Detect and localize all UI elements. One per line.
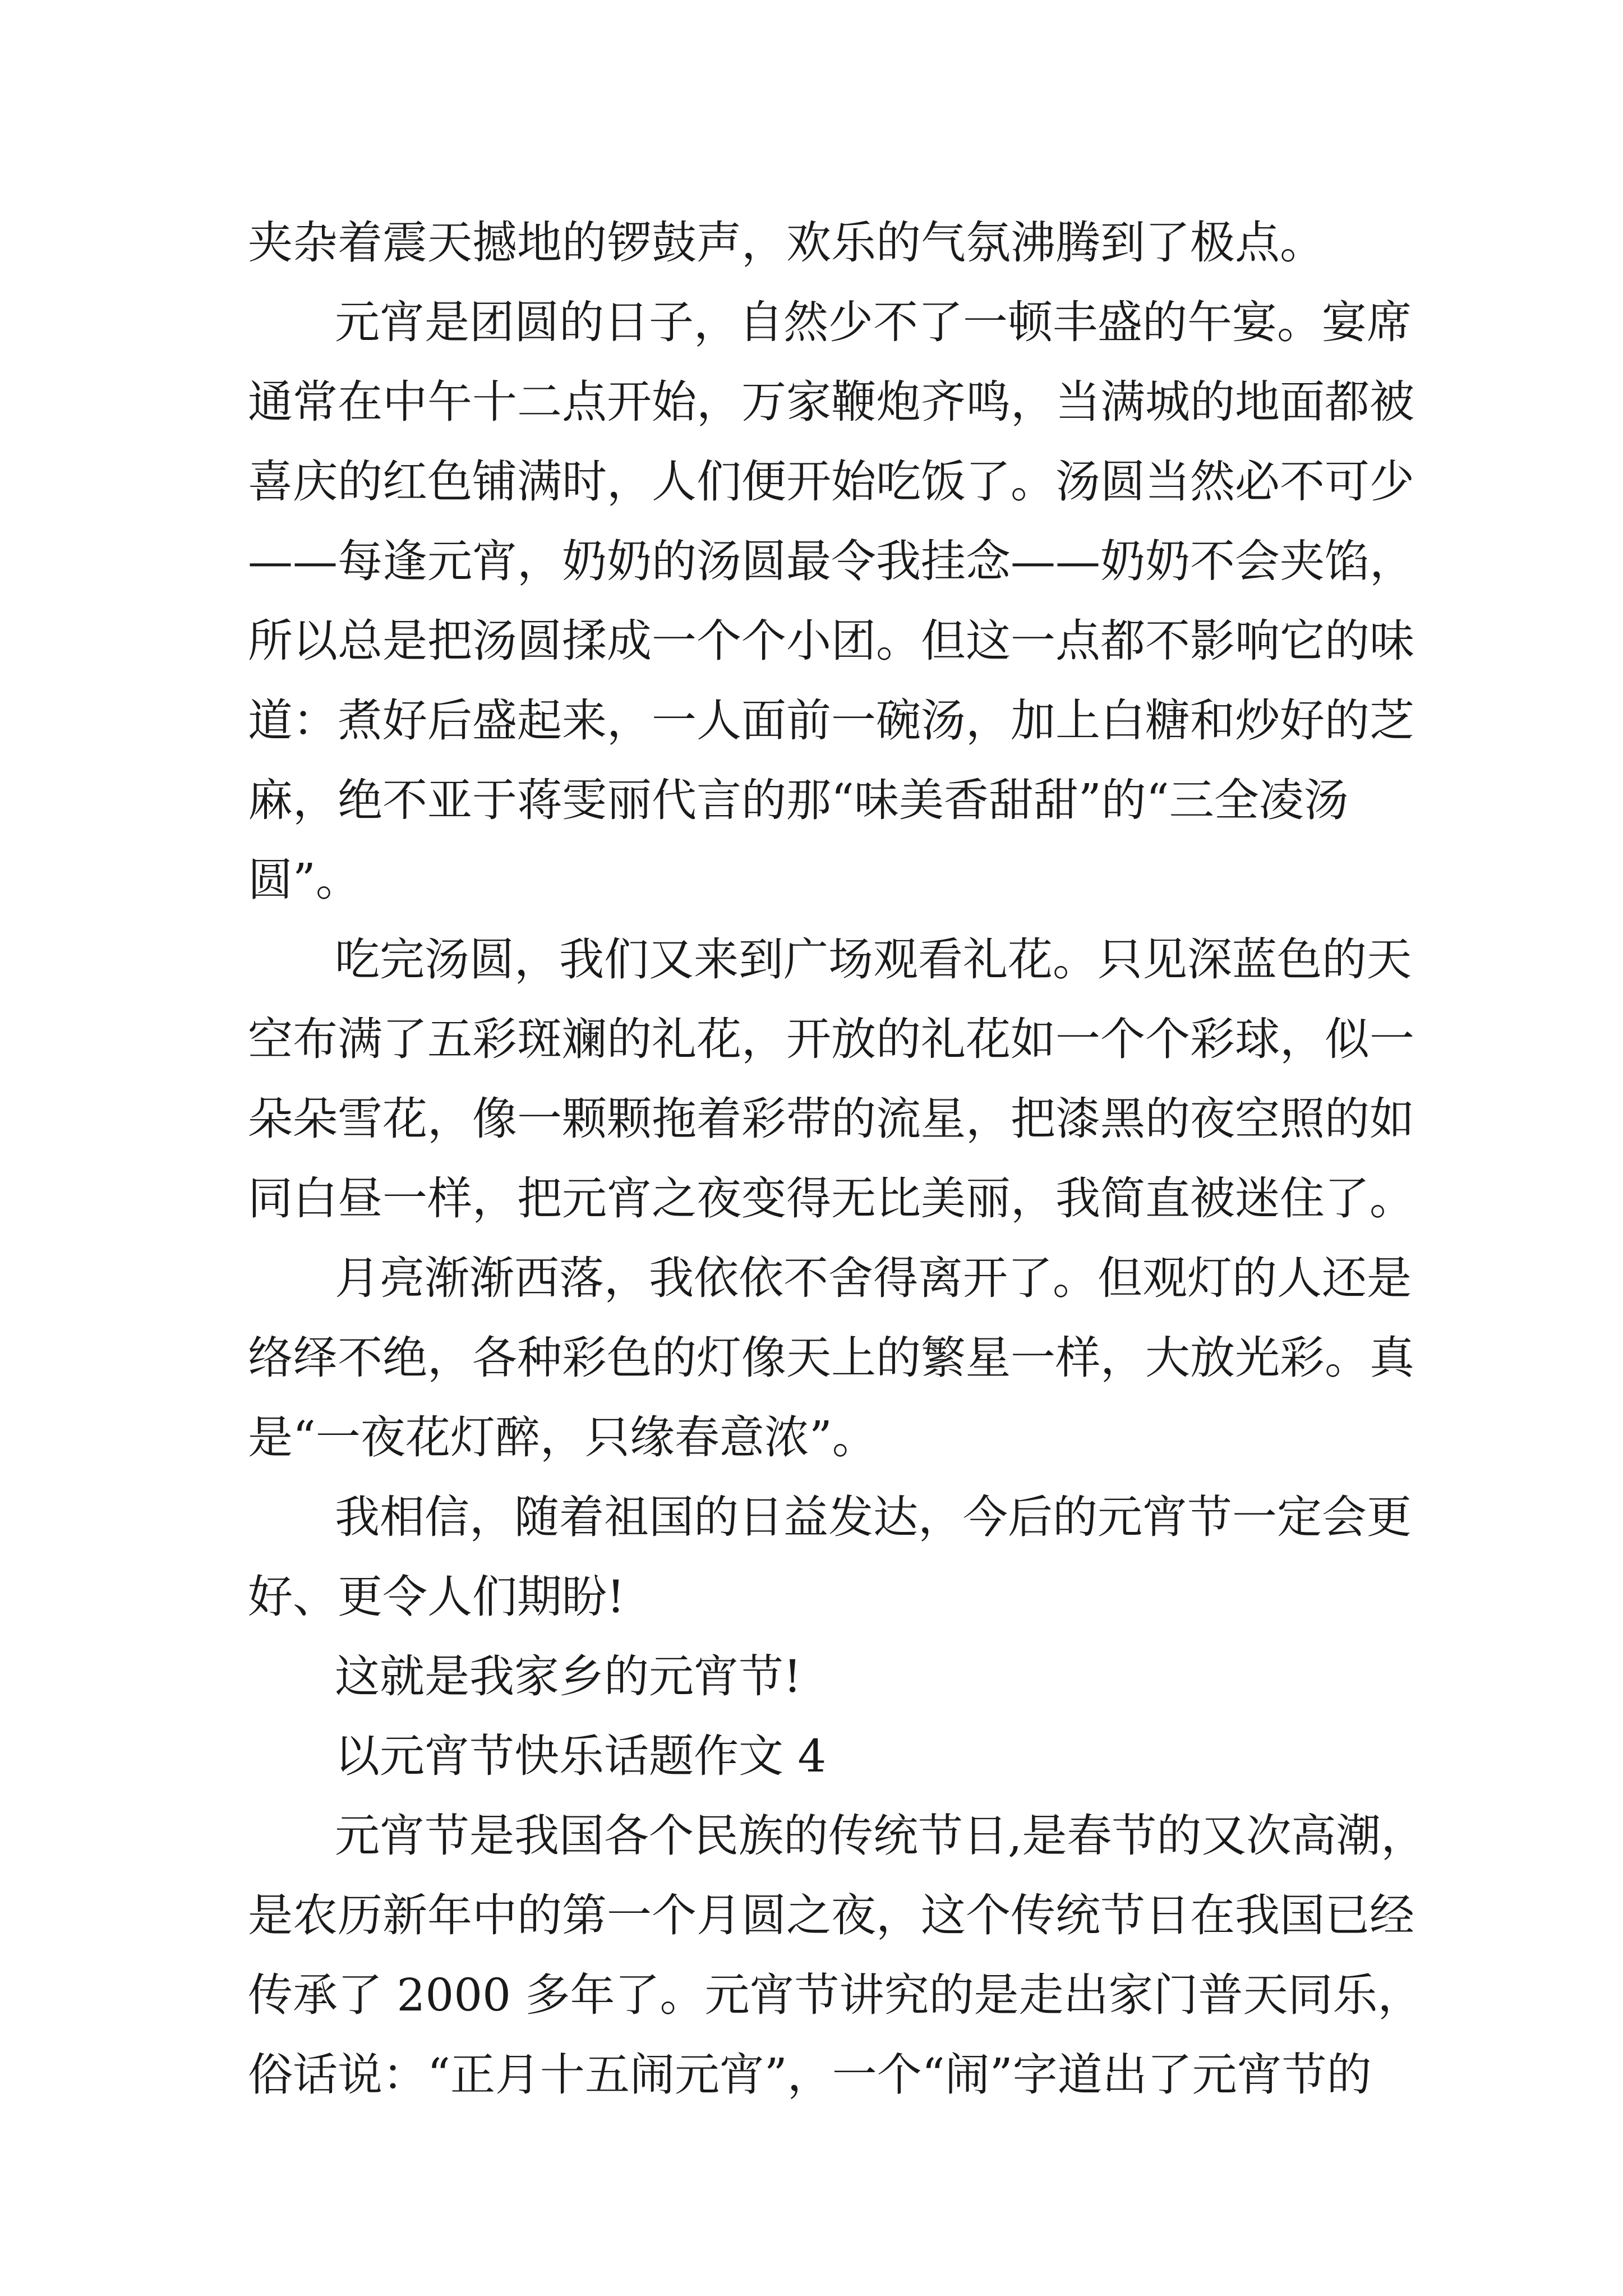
- text-line: 是“一夜花灯醉，只缘春意浓”。: [248, 1411, 877, 1464]
- text-line: 俗话说：“正月十五闹元宵”，一个“闹”字道出了元宵节的: [248, 2049, 1372, 2101]
- text-line: 道：煮好后盛起来，一人面前一碗汤，加上白糖和炒好的芝: [248, 694, 1414, 747]
- text-line: 传承了 2000 多年了。元宵节讲究的是走出家门普天同乐，: [248, 1969, 1423, 2021]
- text-line: 我相信，随着祖国的日益发达，今后的元宵节一定会更: [335, 1491, 1412, 1543]
- text-line: 络绎不绝，各种彩色的灯像天上的繁星一样，大放光彩。真: [248, 1332, 1414, 1384]
- text-line: 麻，绝不亚于蒋雯丽代言的那“味美香甜甜”的“三全凌汤: [248, 774, 1349, 826]
- text-line: 同白昼一样，把元宵之夜变得无比美丽，我简直被迷住了。: [248, 1172, 1414, 1225]
- text-line: 朵朵雪花，像一颗颗拖着彩带的流星，把漆黑的夜空照的如: [248, 1093, 1414, 1145]
- text-line: 月亮渐渐西落，我依依不舍得离开了。但观灯的人还是: [335, 1252, 1412, 1304]
- text-line: 夹杂着震天撼地的锣鼓声，欢乐的气氛沸腾到了极点。: [248, 217, 1325, 269]
- text-line: 喜庆的红色铺满时，人们便开始吃饭了。汤圆当然必不可少: [248, 455, 1414, 508]
- text-line: 这就是我家乡的元宵节!: [335, 1650, 802, 1703]
- text-line: 通常在中午十二点开始，万家鞭炮齐鸣，当满城的地面都被: [248, 376, 1414, 428]
- section-heading: 以元宵节快乐话题作文 4: [335, 1730, 827, 1782]
- text-line: ——每逢元宵，奶奶的汤圆最令我挂念——奶奶不会夹馅，: [248, 535, 1414, 587]
- text-line: 是农历新年中的第一个月圆之夜，这个传统节日在我国已经: [248, 1889, 1414, 1941]
- text-line: 圆”。: [248, 854, 361, 906]
- text-line: 好、更令人们期盼!: [248, 1571, 625, 1623]
- text-line: 吃完汤圆，我们又来到广场观看礼花。只见深蓝色的天: [335, 933, 1412, 986]
- text-line: 所以总是把汤圆揉成一个个小团。但这一点都不影响它的味: [248, 615, 1414, 667]
- text-line: 元宵节是我国各个民族的传统节日,是春节的又次高潮，: [335, 1810, 1426, 1862]
- text-line: 元宵是团圆的日子，自然少不了一顿丰盛的午宴。宴席: [335, 296, 1412, 348]
- text-line: 空布满了五彩斑斓的礼花，开放的礼花如一个个彩球，似一: [248, 1013, 1414, 1065]
